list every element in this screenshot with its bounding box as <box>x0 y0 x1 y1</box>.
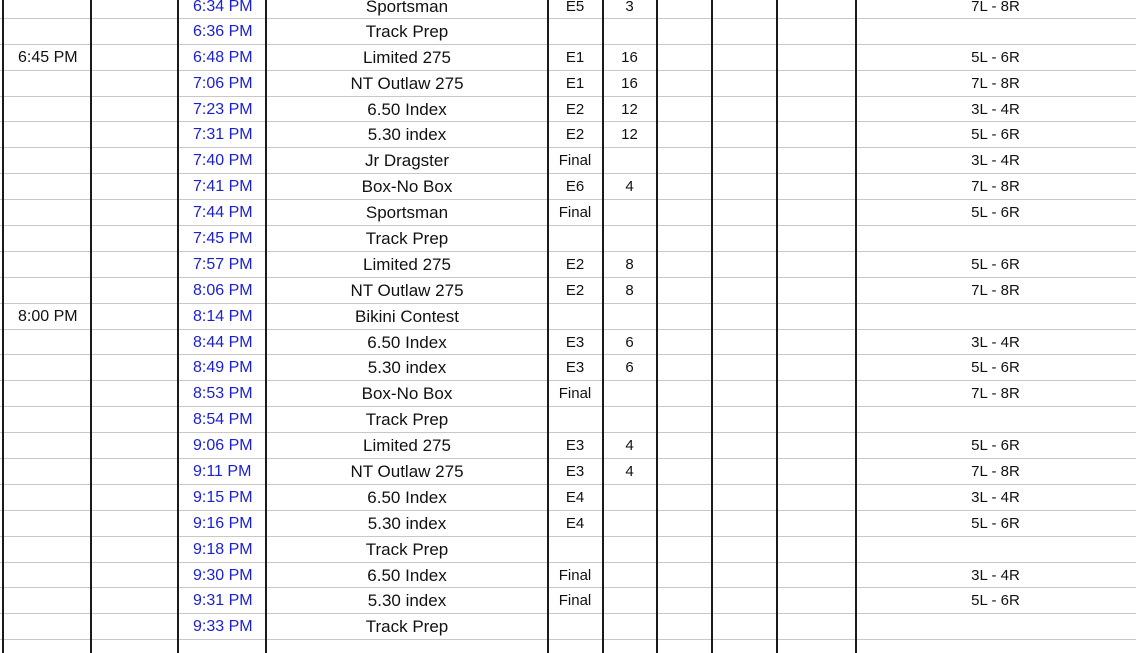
round-cell <box>548 226 602 252</box>
column-rule <box>776 0 778 653</box>
car-count-cell <box>603 511 656 537</box>
run-time-cell: 6:48 PM <box>193 48 253 66</box>
run-time-cell: 7:06 PM <box>193 74 253 92</box>
run-time-cell: 7:41 PM <box>193 178 253 196</box>
lanes-cell: 5L - 6R <box>971 514 1020 532</box>
round-cell: E6 <box>565 178 585 196</box>
round-cell: E3 <box>565 333 585 351</box>
scheduled-time-cell <box>18 200 88 226</box>
scheduled-time-cell <box>18 226 88 252</box>
round-cell: E5 <box>565 0 585 15</box>
round-cell <box>548 407 602 433</box>
column-rule <box>656 0 658 653</box>
round-cell: E2 <box>565 126 585 144</box>
run-time-cell: 9:31 PM <box>193 592 253 610</box>
scheduled-time-cell <box>18 588 88 614</box>
round-cell <box>548 19 602 45</box>
round-cell: E1 <box>565 48 585 66</box>
lanes-cell: 3L - 4R <box>971 566 1020 584</box>
run-time-cell: 8:49 PM <box>193 359 253 377</box>
class-name-cell: Box-No Box <box>361 177 453 197</box>
table-row <box>0 330 1136 356</box>
table-row <box>0 226 1136 252</box>
lanes-cell: 7L - 8R <box>971 385 1020 403</box>
run-time-cell: 7:45 PM <box>193 230 253 248</box>
lanes-cell: 7L - 8R <box>971 178 1020 196</box>
class-name-cell: Track Prep <box>365 229 449 249</box>
class-name-cell: 5.30 index <box>367 591 447 611</box>
scheduled-time-cell <box>18 122 88 148</box>
lanes-cell <box>857 537 1134 563</box>
lanes-cell: 7L - 8R <box>971 281 1020 299</box>
class-name-cell: Bikini Contest <box>355 306 459 326</box>
class-name-cell: Jr Dragster <box>364 151 450 171</box>
run-time-cell: 7:40 PM <box>193 152 253 170</box>
round-cell: E4 <box>565 488 585 506</box>
class-name-cell: 5.30 index <box>367 513 447 533</box>
column-rule <box>855 0 857 653</box>
car-count-cell: 8 <box>625 255 634 273</box>
table-row <box>0 252 1136 278</box>
scheduled-time-cell: 8:00 PM <box>18 307 78 325</box>
run-time-cell: 7:23 PM <box>193 100 253 118</box>
car-count-cell <box>603 148 656 174</box>
scheduled-time-cell <box>18 330 88 356</box>
lanes-cell: 5L - 6R <box>971 437 1020 455</box>
car-count-cell: 16 <box>621 48 638 66</box>
scheduled-time-cell <box>18 511 88 537</box>
class-name-cell: NT Outlaw 275 <box>350 73 464 93</box>
car-count-cell: 6 <box>625 333 634 351</box>
lanes-cell <box>857 226 1134 252</box>
lanes-cell: 5L - 6R <box>971 48 1020 66</box>
car-count-cell <box>603 563 656 589</box>
car-count-cell <box>603 226 656 252</box>
car-count-cell: 8 <box>625 281 634 299</box>
run-time-cell: 8:06 PM <box>193 281 253 299</box>
lanes-cell: 3L - 4R <box>971 100 1020 118</box>
lanes-cell <box>857 304 1134 330</box>
car-count-cell: 4 <box>625 178 634 196</box>
class-name-cell: NT Outlaw 275 <box>350 462 464 482</box>
class-name-cell: 5.30 index <box>367 125 447 145</box>
lanes-cell: 5L - 6R <box>971 204 1020 222</box>
car-count-cell: 6 <box>625 359 634 377</box>
class-name-cell: 6.50 Index <box>367 99 447 119</box>
scheduled-time-cell <box>18 433 88 459</box>
round-cell <box>548 304 602 330</box>
lanes-cell: 5L - 6R <box>971 255 1020 273</box>
lanes-cell: 7L - 8R <box>971 0 1020 15</box>
run-time-cell: 9:11 PM <box>193 463 252 481</box>
car-count-cell <box>603 614 656 640</box>
round-cell <box>548 537 602 563</box>
table-row <box>0 459 1136 485</box>
table-row <box>0 200 1136 226</box>
lanes-cell: 5L - 6R <box>971 126 1020 144</box>
class-name-cell: Limited 275 <box>363 254 451 274</box>
lanes-cell <box>857 19 1134 45</box>
lanes-cell: 7L - 8R <box>971 74 1020 92</box>
scheduled-time-cell <box>18 19 88 45</box>
class-name-cell: Track Prep <box>365 617 449 637</box>
scheduled-time-cell <box>18 252 88 278</box>
column-rule <box>90 0 92 653</box>
class-name-cell: Track Prep <box>365 539 449 559</box>
table-row <box>0 588 1136 614</box>
run-time-cell: 7:57 PM <box>193 255 253 273</box>
car-count-cell <box>603 19 656 45</box>
scheduled-time-cell <box>18 407 88 433</box>
column-rule <box>265 0 267 653</box>
lanes-cell: 3L - 4R <box>971 152 1020 170</box>
round-cell: Final <box>558 152 592 170</box>
lanes-cell: 3L - 4R <box>971 488 1020 506</box>
table-row <box>0 381 1136 407</box>
scheduled-time-cell <box>18 71 88 97</box>
scheduled-time-cell: 6:45 PM <box>18 48 78 66</box>
class-name-cell: Track Prep <box>365 21 449 41</box>
scheduled-time-cell <box>18 614 88 640</box>
car-count-cell <box>603 588 656 614</box>
run-time-cell: 9:15 PM <box>193 488 253 506</box>
lanes-cell: 5L - 6R <box>971 359 1020 377</box>
car-count-cell <box>603 200 656 226</box>
table-row <box>0 355 1136 381</box>
car-count-cell <box>603 381 656 407</box>
column-rule <box>711 0 713 653</box>
run-time-cell: 8:54 PM <box>193 411 253 429</box>
round-cell: E1 <box>565 74 585 92</box>
class-name-cell: Limited 275 <box>363 47 451 67</box>
run-time-cell: 8:44 PM <box>193 333 253 351</box>
run-time-cell: 7:44 PM <box>193 204 253 222</box>
class-name-cell: 6.50 Index <box>367 565 447 585</box>
scheduled-time-cell <box>18 278 88 304</box>
run-time-cell: 9:30 PM <box>193 566 253 584</box>
lanes-cell: 3L - 4R <box>971 333 1020 351</box>
lanes-cell: 7L - 8R <box>971 463 1020 481</box>
table-row <box>0 148 1136 174</box>
scheduled-time-cell <box>18 485 88 511</box>
scheduled-time-cell <box>18 97 88 123</box>
column-rule <box>547 0 549 653</box>
table-row <box>0 0 1136 19</box>
car-count-cell <box>603 537 656 563</box>
class-name-cell: Sportsman <box>365 203 449 223</box>
table-row <box>0 122 1136 148</box>
table-row <box>0 537 1136 563</box>
run-time-cell: 9:16 PM <box>193 514 253 532</box>
car-count-cell <box>603 407 656 433</box>
scheduled-time-cell <box>18 148 88 174</box>
car-count-cell: 3 <box>625 0 634 15</box>
table-row <box>0 563 1136 589</box>
table-row <box>0 511 1136 537</box>
run-time-cell: 6:34 PM <box>193 0 253 15</box>
scheduled-time-cell <box>18 355 88 381</box>
car-count-cell <box>603 304 656 330</box>
round-cell: Final <box>558 566 592 584</box>
run-time-cell: 6:36 PM <box>193 22 253 40</box>
run-time-cell: 7:31 PM <box>193 126 253 144</box>
table-row <box>0 174 1136 200</box>
round-cell: E3 <box>565 463 585 481</box>
round-cell: E4 <box>565 514 585 532</box>
round-cell: E2 <box>565 100 585 118</box>
run-time-cell: 8:14 PM <box>193 307 253 325</box>
lanes-cell <box>857 407 1134 433</box>
class-name-cell: Sportsman <box>365 0 449 16</box>
scheduled-time-cell <box>18 563 88 589</box>
table-row <box>0 433 1136 459</box>
round-cell: E3 <box>565 359 585 377</box>
table-row <box>0 19 1136 45</box>
round-cell: E3 <box>565 437 585 455</box>
scheduled-time-cell <box>18 381 88 407</box>
run-time-cell: 8:53 PM <box>193 385 253 403</box>
round-cell: Final <box>558 204 592 222</box>
round-cell: Final <box>558 592 592 610</box>
lanes-cell <box>857 614 1134 640</box>
scheduled-time-cell <box>18 537 88 563</box>
car-count-cell: 12 <box>621 100 638 118</box>
car-count-cell <box>603 485 656 511</box>
car-count-cell: 4 <box>625 437 634 455</box>
table-row <box>0 485 1136 511</box>
class-name-cell: Track Prep <box>365 410 449 430</box>
class-name-cell: Box-No Box <box>361 384 453 404</box>
table-row <box>0 71 1136 97</box>
run-time-cell: 9:06 PM <box>193 437 253 455</box>
round-cell: Final <box>558 385 592 403</box>
car-count-cell: 4 <box>625 463 634 481</box>
round-cell: E2 <box>565 255 585 273</box>
class-name-cell: 5.30 index <box>367 358 447 378</box>
car-count-cell: 16 <box>621 74 638 92</box>
round-cell: E2 <box>565 281 585 299</box>
table-row <box>0 407 1136 433</box>
lanes-cell: 5L - 6R <box>971 592 1020 610</box>
scheduled-time-cell <box>18 0 88 20</box>
table-row <box>0 614 1136 640</box>
run-time-cell: 9:18 PM <box>193 540 253 558</box>
scheduled-time-cell <box>18 174 88 200</box>
column-rule <box>2 0 4 653</box>
table-row <box>0 278 1136 304</box>
scheduled-time-cell <box>18 459 88 485</box>
class-name-cell: 6.50 Index <box>367 487 447 507</box>
column-rule <box>177 0 179 653</box>
table-row <box>0 304 1136 330</box>
round-cell <box>548 614 602 640</box>
table-row <box>0 45 1136 71</box>
class-name-cell: 6.50 Index <box>367 332 447 352</box>
car-count-cell: 12 <box>621 126 638 144</box>
class-name-cell: Limited 275 <box>363 436 451 456</box>
column-rule <box>602 0 604 653</box>
run-time-cell: 9:33 PM <box>193 618 253 636</box>
class-name-cell: NT Outlaw 275 <box>350 280 464 300</box>
table-row <box>0 97 1136 123</box>
